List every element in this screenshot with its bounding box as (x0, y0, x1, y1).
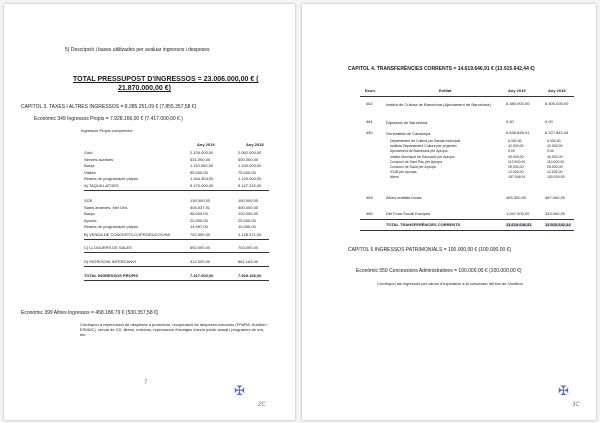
income-row-v1: 2.129.000,00 (190, 150, 214, 155)
group3-v1: 692.000,00 (190, 245, 211, 250)
section-heading: 5) Descripció i bases utilitzades per avaluar ingressos i despeses (65, 47, 210, 53)
transfer-row-v1: 0,00 (506, 119, 514, 124)
income-row-label: SGE (84, 198, 93, 203)
income-row-v2: 100.000,00 (238, 211, 259, 216)
income-row-label: Apunts (84, 217, 97, 223)
row-480-code: 480 (366, 211, 373, 216)
col-econ: Econ. (365, 88, 376, 93)
transfer-sub-v1: 42.000,00 (508, 144, 524, 149)
transfer-sub-v1: 112.500,00 (508, 159, 526, 164)
transfer-sub-label: Consorci de Sant Pau per Apropa (390, 159, 443, 164)
group2-total-label: B) VENDA DE CONCERTS-COPRODUCCIONS (84, 232, 171, 237)
income-row-v1: 98.000,00 (190, 211, 208, 216)
transfer-sub-v2: 6.300,00 (547, 139, 561, 143)
col-year-2018: Any 2018 (246, 142, 264, 147)
income-row-v2: 1.120.000,00 (238, 176, 262, 181)
economic-559: Econòmic 559 Concessions Administratives = 100.000,00 € (100.000,00 €) (356, 268, 522, 274)
transfer-row-v2: 6.400.000,00 (545, 101, 569, 106)
row-489-code: 489 (366, 195, 373, 200)
income-row-v2: 25.000,00 (238, 217, 256, 223)
transfer-sub-v1: 25.000,00 (508, 165, 524, 169)
income-row-v1: 1.344.304,00 (190, 176, 214, 181)
transfer-sub-v2: 12.000,00 (547, 170, 563, 175)
income-row-label: Barça (84, 211, 95, 216)
ingressos-propis-subheading: Ingressos Propis comprenen: (81, 128, 134, 133)
transfer-sub-v1: 12.000,00 (508, 170, 524, 175)
income-row-v2: 150.000,00 (238, 198, 259, 203)
transfer-sub-v2: 40.000,00 (547, 154, 563, 159)
transfer-sub-v1: 157.046,91 (508, 175, 526, 180)
group1-total-label: A) TAQUILLATGES (84, 183, 119, 188)
income-row-v2: 10.000,00 (238, 224, 256, 229)
row-489-label: Altres entitats locals (386, 195, 422, 200)
group2-total-v1: 752.000,00 (190, 232, 211, 237)
right-document-page (302, 4, 596, 420)
income-row-v2: 1.100.000,00 (238, 163, 262, 168)
income-row-label: Restes de programació pròpia (84, 224, 138, 229)
col-year-2019: Any 2019 (508, 88, 526, 93)
income-row-v2: 500.000,00 (238, 156, 259, 162)
signature-mark: ✠ (234, 384, 245, 399)
total-pressupost-line2: 21.870.000,00 €) (118, 85, 171, 92)
transfer-sub-v2: 42.000,00 (547, 144, 563, 149)
income-row-label: Barça (84, 163, 95, 168)
group4-label: D) PATROCINI INTERCANVI (84, 259, 136, 264)
transfer-sub-label: Instituts Departament Cultura per projectes (390, 144, 457, 149)
total-pressupost-line1: TOTAL PRESSUPOST D'INGRESSOS = 23.006.000,00 € ( (73, 76, 259, 83)
transfer-row-code: 450 (366, 130, 373, 135)
divider (84, 252, 269, 253)
row-489-v2: 467.000,00 (545, 195, 566, 200)
row-480-v2: 343.000,00 (545, 211, 566, 216)
divider (360, 219, 574, 220)
capitol-4-heading: CAPITOL 4. TRANSFERÈNCIES CORRENTS = 14.619.646,91 € (13.915.642,44 €) (348, 66, 535, 72)
income-row-label: Sales annexes, Mel Gris (84, 204, 128, 210)
income-row-v2: 2.062.000,00 (238, 150, 262, 155)
transfer-sub-label: Institut Municipal de Educació per Apropa (390, 154, 455, 159)
total-transferencies-v1: 13.619.646,91 (506, 222, 532, 227)
page-number: 7 (144, 380, 148, 386)
transfer-row-label: Generalitat de Catalunya (386, 131, 431, 136)
transfer-sub-v2: 0,00 (547, 149, 554, 154)
economic-559-description: Correspon als ingressos per cànon d'explotació a la concessió del bar de l'Auditori. (377, 281, 524, 286)
page-stamp: 3C (572, 402, 580, 408)
divider (84, 190, 269, 191)
transfer-row-v1: 6.636.846,91 (506, 130, 530, 135)
economic-399-description: Correspon a repercussió de despeses a promotors, recuperació de despeses comunes (FPARA, Auditori i ESMUC), venda de CD, llibres, edicions, reproducció d'imatges d'arxiu públic actual i programes de mà, etc. (80, 322, 268, 337)
income-row-v1: 139.000,00 (190, 198, 211, 203)
transfer-row-code: 461 (366, 119, 373, 124)
income-row-v2: 400.000,00 (238, 204, 259, 210)
grand-total-v1: 7.417.000,00 (190, 273, 214, 278)
income-row-v1: 55.000,00 (190, 169, 208, 175)
economic-349: Econòmic 349 Ingressos Propis = 7.928.166,00 € (7.417.000,00 € ) (34, 116, 183, 122)
col-year-2018: Any 2018 (548, 88, 566, 93)
signature-mark: ✠ (558, 384, 569, 399)
transfer-row-label: Diputació de Barcelona (386, 120, 428, 125)
transfer-row-code: 462 (366, 101, 373, 106)
income-row-v1: 1.110.000,00 (190, 163, 214, 168)
transfer-row-label: Institut de Cultura de Barcelona (Ajuntament de Barcelona) (386, 102, 491, 107)
economic-399: Econòmic 399 Altres Ingressos = 458.186,79 € (530.357,58 €) (21, 310, 159, 316)
transfer-sub-v1: 0,00 (508, 149, 515, 154)
divider (84, 239, 269, 240)
group1-total-v2: 5.127.242,00 (238, 183, 262, 188)
transfer-sub-v2: 100.000,00 (547, 175, 565, 180)
page-stamp: 2C (258, 402, 266, 408)
income-row-v2: 75.000,00 (238, 169, 256, 175)
group2-total-v2: 1.128.371,00 (238, 232, 262, 237)
total-transferencies-label: TOTAL TRANSFERÈNCIES CORRENTS (386, 222, 461, 227)
capitol-3-heading: CAPITOL 3. TAXES I ALTRES INGRESSOS = 8.285.251,09 € (7.855.357,58 €) (21, 104, 197, 110)
transfer-sub-label: Consorci de Salut per Apropa (390, 165, 436, 169)
transfer-sub-label: Departament de Cultura per Banda municipal (390, 139, 461, 143)
col-year-2019: Any 2019 (197, 142, 215, 147)
income-row-v1: 531.000,00 (190, 156, 211, 162)
row-480-v1: 1.047.000,00 (506, 211, 530, 216)
income-row-label: Restes de programació pròpia (84, 176, 138, 181)
transfer-sub-label: Altres (390, 175, 399, 180)
left-document-page (4, 4, 295, 420)
income-row-label: Visites (84, 169, 96, 175)
group3-label: C) LLOGUERS DE SALES (84, 245, 132, 250)
income-row-label: Gold (84, 150, 93, 155)
divider (360, 230, 574, 231)
income-row-v1: 14.997,00 (190, 224, 208, 229)
grand-total-v2: 7.928.166,00 (238, 273, 262, 278)
income-row-v1: 405.537,91 (190, 204, 211, 210)
transfer-row-v2: 0,00 (545, 119, 553, 124)
total-transferencies-v2: 13.915.642,44 (545, 222, 571, 227)
capitol-5-heading: CAPITOL 5 INGRESSOS PATRIMONIALS = 100.000,00 € (100.000,00 €) (348, 247, 512, 253)
income-row-label: Serveis auxiliars (84, 156, 114, 162)
group4-v1: 312.000,00 (190, 259, 211, 264)
group3-v2: 703.000,00 (238, 245, 259, 250)
transfer-sub-v1: 40.000,00 (508, 154, 524, 159)
divider (360, 96, 574, 97)
grand-total-label: TOTAL INGRESSOS PROPIS (84, 273, 139, 278)
group4-v2: 861.163,00 (238, 259, 259, 264)
group1-total-v1: 5.170.000,00 (190, 183, 214, 188)
transfer-sub-label: Ajuntament de Barcelona per Apropa (390, 149, 448, 154)
transfer-sub-v2: 110.000,00 (547, 159, 565, 164)
transfer-sub-v1: 6.300,00 (508, 139, 522, 143)
row-489-v1: 455.300,00 (506, 195, 527, 200)
transfer-row-v2: 6.227.842,44 (545, 130, 569, 135)
divider (84, 266, 269, 267)
income-row-v1: 20.000,00 (190, 217, 208, 223)
transfer-sub-label: ICUB per Apropa (390, 170, 417, 175)
row-480-label: Del Fons Social Europeu (386, 211, 431, 216)
transfer-row-v1: 6.480.000,00 (506, 101, 530, 106)
divider (84, 280, 269, 281)
transfer-sub-v2: 25.000,00 (547, 165, 563, 169)
col-entitat: Entitat (439, 88, 452, 93)
